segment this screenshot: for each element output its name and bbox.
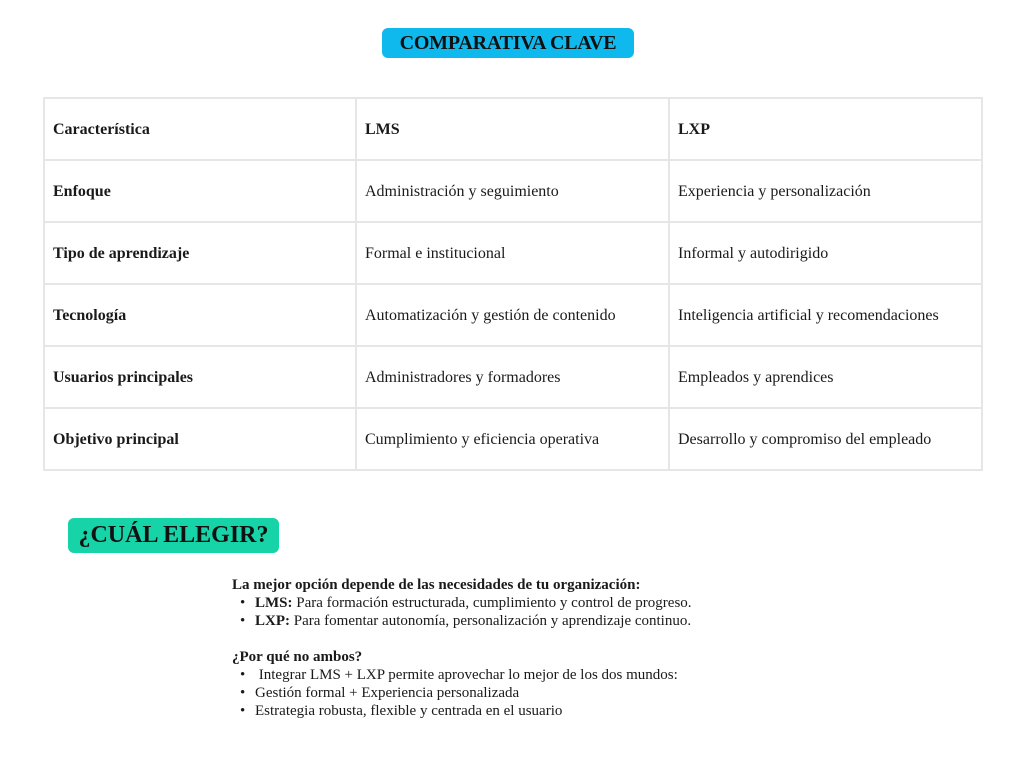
choose-section-badge — [68, 518, 279, 553]
row-lms-value: Administración y seguimiento — [356, 160, 669, 222]
row-feature: Enfoque — [44, 160, 356, 222]
table-header-row — [44, 98, 982, 160]
option-label: LMS: — [255, 595, 293, 611]
why-both-item: • Estrategia robusta, flexible y centrada en el usuario — [255, 702, 832, 720]
row-feature: Tecnología — [44, 284, 356, 346]
spacer — [232, 630, 832, 648]
options-list — [232, 594, 832, 630]
column-header-lms: LMS — [356, 98, 669, 160]
row-feature: Objetivo principal — [44, 408, 356, 470]
option-label: LXP: — [255, 613, 290, 629]
comparison-table — [43, 97, 983, 471]
row-lms-value: Formal e institucional — [356, 222, 669, 284]
row-lxp-value: Experiencia y personalización — [669, 160, 982, 222]
comparison-title-badge — [382, 28, 634, 58]
why-both-item: • Gestión formal + Experiencia personalizada — [255, 684, 832, 702]
option-item-lms — [255, 594, 832, 612]
comparison-title: COMPARATIVA CLAVE — [399, 31, 617, 54]
recommendation-text — [232, 576, 832, 720]
row-feature: Tipo de aprendizaje — [44, 222, 356, 284]
row-lxp-value: Informal y autodirigido — [669, 222, 982, 284]
recommendation-lead: La mejor opción depende de las necesidades de tu organización: — [232, 577, 641, 593]
table-row — [44, 284, 982, 346]
column-header-lxp: LXP — [669, 98, 982, 160]
choose-section-title: ¿CUÁL ELEGIR? — [78, 522, 269, 548]
column-header-feature: Característica — [44, 98, 356, 160]
option-item-lxp — [255, 612, 832, 630]
row-lxp-value: Empleados y aprendices — [669, 346, 982, 408]
table-row — [44, 160, 982, 222]
table-row — [44, 222, 982, 284]
row-lms-value: Administradores y formadores — [356, 346, 669, 408]
table-row — [44, 408, 982, 470]
why-both-item: • Integrar LMS + LXP permite aprovechar lo mejor de los dos mundos: — [255, 666, 832, 684]
row-lms-value: Cumplimiento y eficiencia operativa — [356, 408, 669, 470]
row-lms-value: Automatización y gestión de contenido — [356, 284, 669, 346]
option-text: Para fomentar autonomía, personalización y aprendizaje continuo. — [290, 613, 692, 629]
row-lxp-value: Desarrollo y compromiso del empleado — [669, 408, 982, 470]
why-both-list — [232, 666, 832, 720]
why-both-heading: ¿Por qué no ambos? — [232, 649, 363, 665]
table-row — [44, 346, 982, 408]
row-feature: Usuarios principales — [44, 346, 356, 408]
row-lxp-value: Inteligencia artificial y recomendaciones — [669, 284, 982, 346]
option-text: Para formación estructurada, cumplimiento y control de progreso. — [292, 595, 692, 611]
